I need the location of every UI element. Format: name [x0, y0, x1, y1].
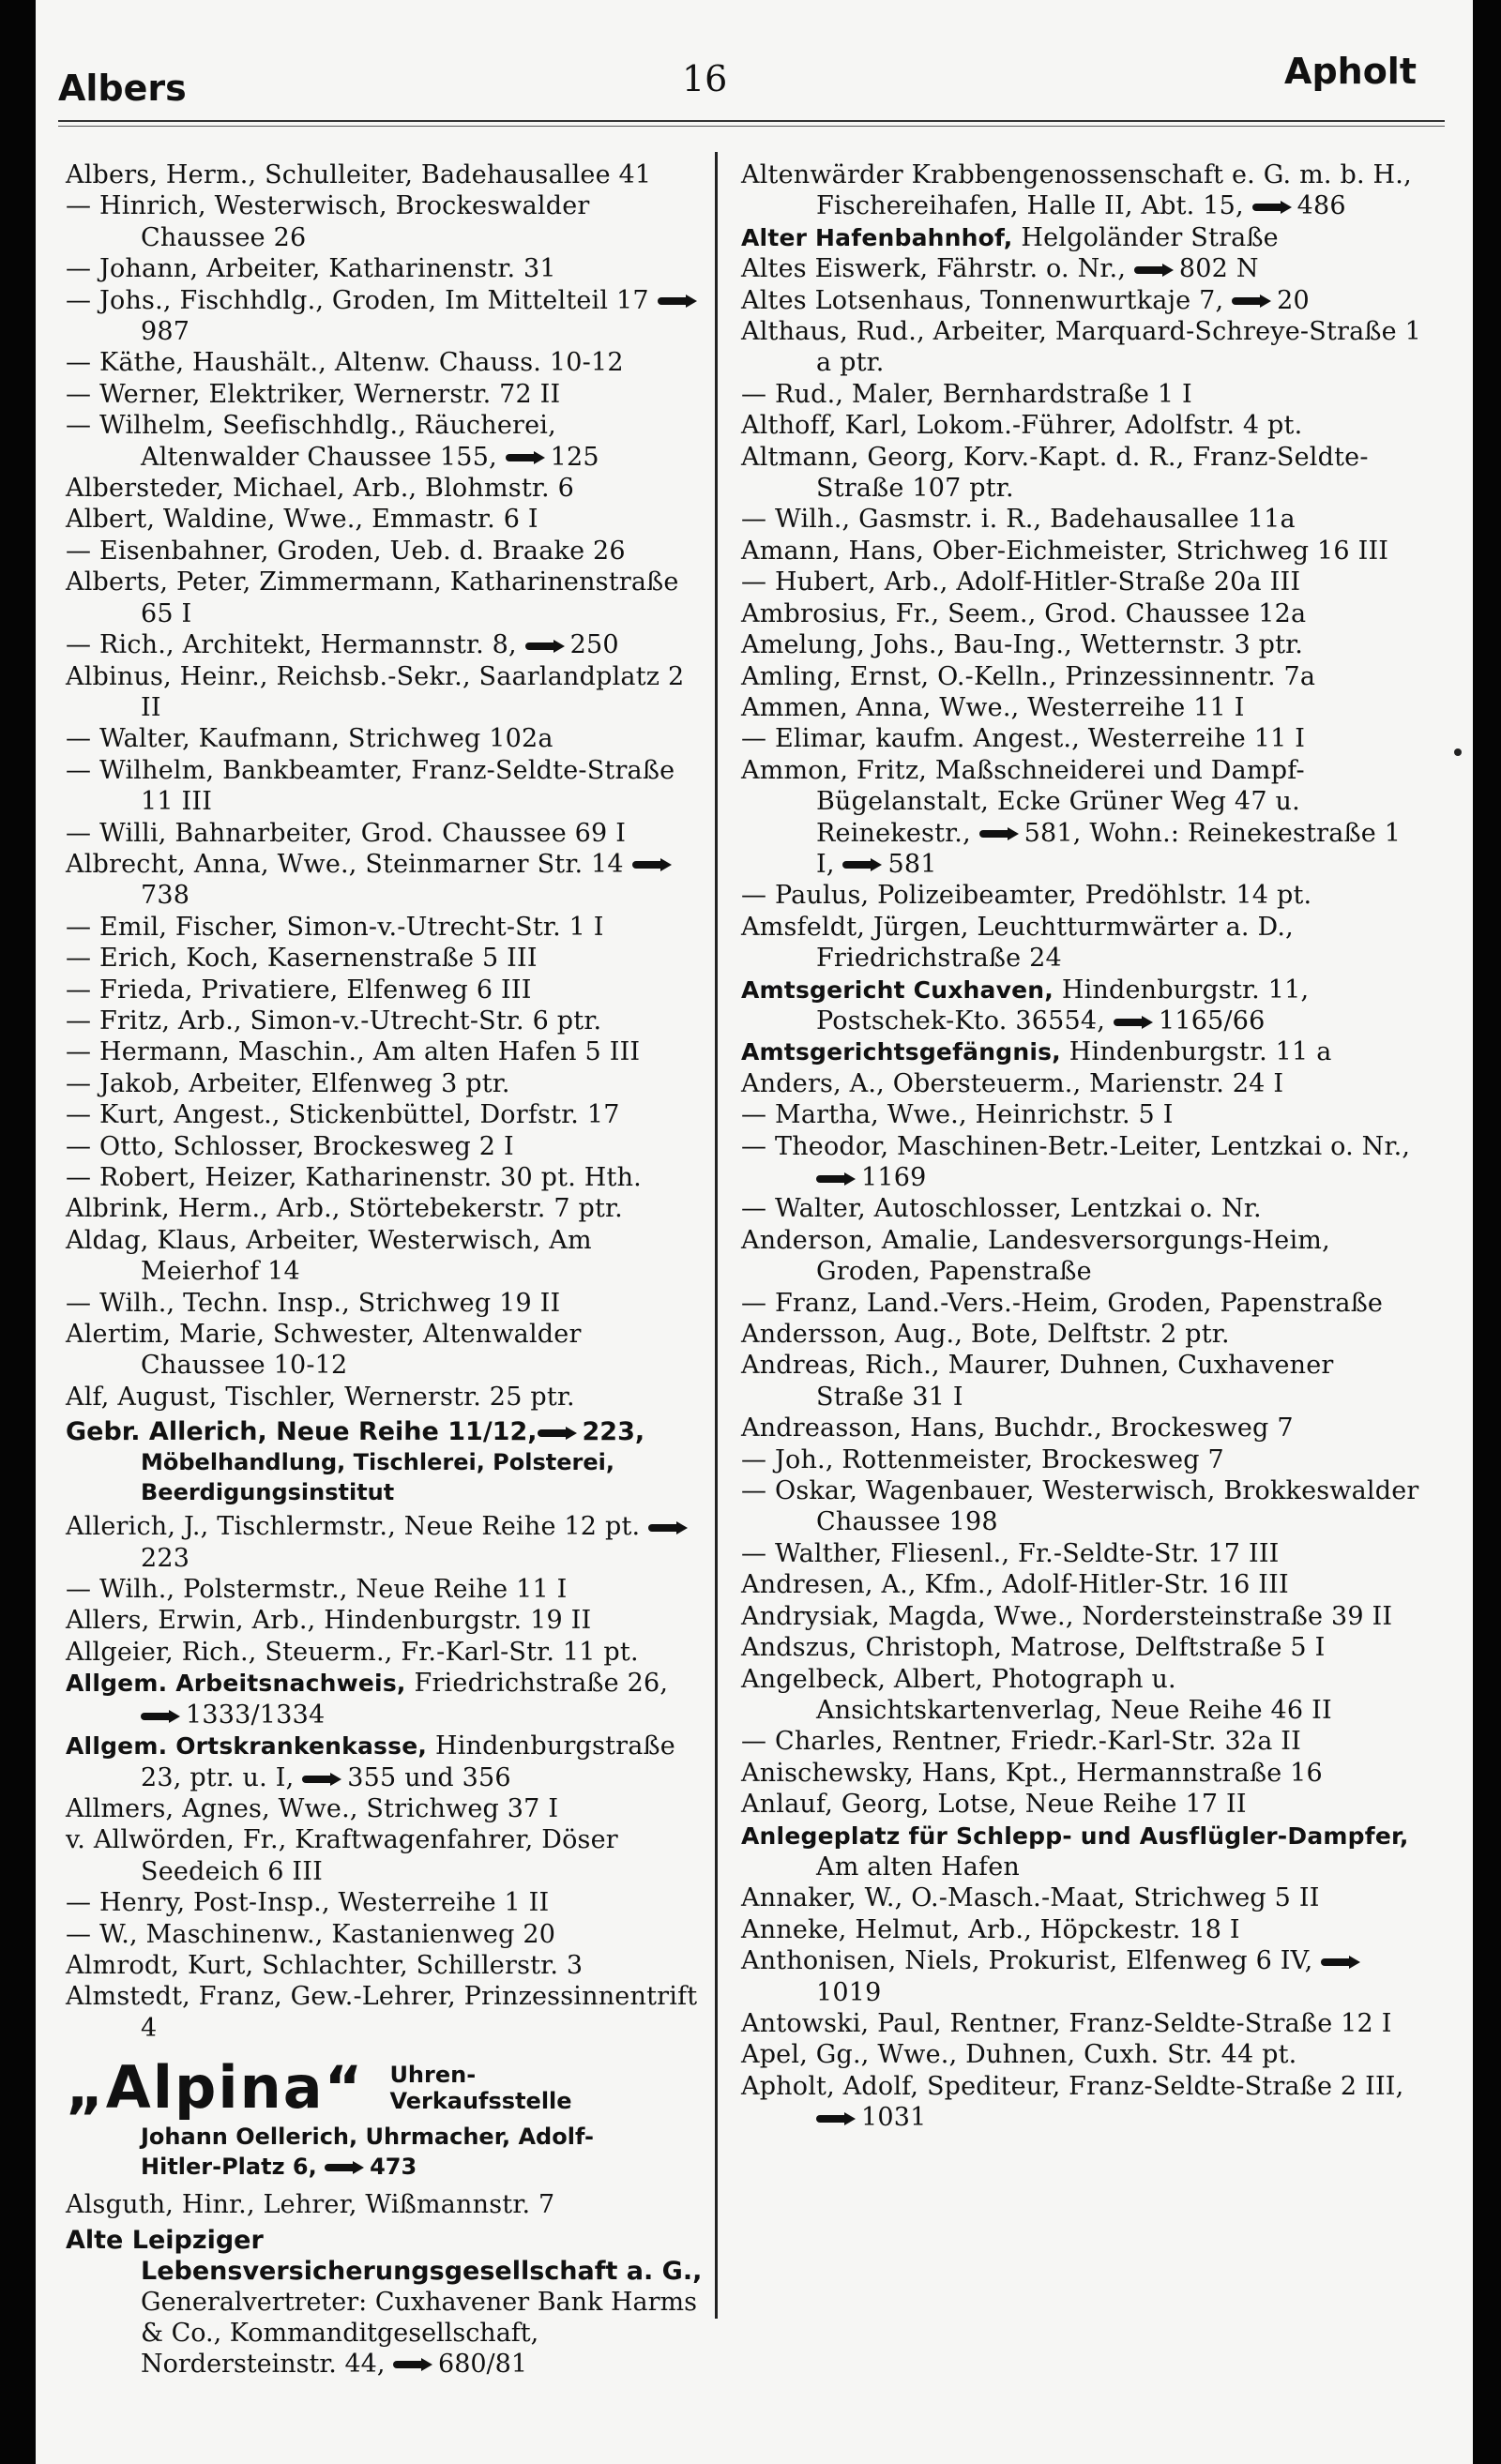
directory-entry — [66, 347, 704, 378]
directory-entry — [66, 1574, 704, 1605]
entry-text: — Kurt, Angest., Stickenbüttel, Dorfstr. 17 — [66, 1100, 620, 1130]
directory-entry — [66, 379, 704, 410]
left-entries-3 — [66, 2189, 704, 2220]
directory-entry — [741, 316, 1426, 379]
entry-text: — Erich, Koch, Kasernenstraße 5 III — [66, 944, 538, 974]
directory-entry — [66, 1131, 704, 1162]
entry-text: Alertim, Marie, Schwester, Altenwalder Chaussee 10-12 — [66, 1320, 582, 1381]
entry-text: Allerich, J., Tischlermstr., Neue Reihe 12 pt. — [66, 1512, 641, 1542]
directory-entry — [741, 1475, 1426, 1538]
entry-text: Albers, Herm., Schulleiter, Badehausallee 41 — [66, 160, 652, 189]
directory-entry — [741, 1193, 1426, 1224]
alpina-side-line2: Verkaufsstelle — [389, 2087, 572, 2114]
directory-entry — [741, 629, 1426, 660]
entry-text: Amsfeldt, Jürgen, Leuchtturmwärter a. D., Friedrichstraße 24 — [741, 912, 1294, 974]
entry-text: — Walther, Fliesenl., Fr.-Seldte-Str. 17 III — [741, 1538, 1280, 1568]
print-speck — [1454, 748, 1462, 756]
alpina-side-text — [389, 2062, 571, 2114]
directory-entry — [66, 723, 704, 754]
directory-entry — [66, 1382, 704, 1413]
leipziger-title: Alte Leipziger Lebensversicherungsgesellschaft a. G., — [66, 2225, 703, 2286]
telephone-icon — [525, 640, 565, 653]
entry-text: — Fritz, Arb., Simon-v.-Utrecht-Str. 6 ptr. — [66, 1005, 602, 1035]
right-entries — [741, 159, 1426, 2134]
entry-text: — Rud., Maler, Bernhardstraße 1 I — [741, 379, 1192, 409]
directory-entry — [66, 1193, 704, 1224]
entry-text: Andszus, Christoph, Matrose, Delftstraße 5 I — [741, 1633, 1326, 1663]
alpina-line2: Hitler-Platz 6, — [141, 2154, 317, 2181]
directory-entry — [741, 1945, 1426, 2008]
entry-text: Andrysiak, Magda, Wwe., Nordersteinstraße 39 II — [741, 1601, 1393, 1631]
entry-text: — Eisenbahner, Groden, Ueb. d. Braake 26 — [66, 536, 626, 566]
entry-institution-name: Anlegeplatz für Schlepp- und Ausflügler-Dampfer, — [741, 1822, 1409, 1850]
allerich-ad — [66, 1416, 704, 1507]
entry-text: Friedrichstraße 26, — [414, 1669, 669, 1699]
entry-text: Allmers, Agnes, Wwe., Strichweg 37 I — [66, 1793, 559, 1823]
entry-text: Anderson, Amalie, Landesversorgungs-Heim, Groden, Papenstraße — [741, 1225, 1330, 1287]
directory-entry — [741, 598, 1426, 629]
entry-text: Amann, Hans, Ober-Eichmeister, Strichweg 16 III — [741, 536, 1389, 566]
entry-text: — Hermann, Maschin., Am alten Hafen 5 III — [66, 1037, 641, 1067]
entry-text: Althoff, Karl, Lokom.-Führer, Adolfstr. 4 pt. — [741, 411, 1303, 441]
entry-phone-number: 1165/66 — [1158, 1005, 1266, 1035]
directory-entry — [741, 504, 1426, 535]
entry-text: Allgeier, Rich., Steuerm., Fr.-Karl-Str. 11 pt. — [66, 1637, 639, 1667]
telephone-icon — [1232, 295, 1271, 308]
directory-entry — [66, 159, 704, 190]
telephone-icon — [816, 1172, 856, 1186]
entry-phone-number: 581 — [887, 849, 937, 879]
entry-text: Hindenburgstr. 11, Postschek-Kto. 36554, — [816, 975, 1310, 1035]
directory-entry — [741, 2008, 1426, 2039]
directory-entry — [741, 159, 1426, 222]
left-column — [66, 159, 704, 2383]
entry-phone-number: 1333/1334 — [186, 1700, 326, 1730]
directory-entry — [66, 629, 704, 660]
entry-text: Albinus, Heinr., Reichsb.-Sekr., Saarlandplatz 2 II — [66, 661, 685, 722]
directory-entry — [66, 1731, 704, 1793]
directory-entry — [741, 1789, 1426, 1820]
directory-entry — [66, 1068, 704, 1099]
entry-text: Altmann, Georg, Korv.-Kapt. d. R., Franz-Seldte-Straße 107 ptr. — [741, 442, 1369, 504]
entry-text: — Walter, Autoschlosser, Lentzkai o. Nr. — [741, 1194, 1262, 1224]
directory-entry — [741, 880, 1426, 911]
entry-text: Andersson, Aug., Bote, Delftstr. 2 ptr. — [741, 1320, 1230, 1350]
directory-entry — [66, 1225, 704, 1288]
alpina-brand: „Alpina“ — [66, 2053, 365, 2123]
directory-entry — [741, 442, 1426, 505]
entry-text: — Werner, Elektriker, Wernerstr. 72 II — [66, 379, 561, 409]
directory-entry — [741, 755, 1426, 881]
directory-entry — [741, 975, 1426, 1037]
entry-text: — Paulus, Polizeibeamter, Predöhlstr. 14 pt. — [741, 881, 1312, 911]
directory-entry — [66, 1605, 704, 1636]
leipziger-body: Generalvertreter: Cuxhavener Bank Harms & Co., Kommanditgesellschaft, Nordersteinstr. 44, — [141, 2287, 697, 2379]
scan-border-left — [0, 0, 36, 2464]
directory-entry — [741, 253, 1426, 284]
telephone-icon — [538, 1427, 577, 1440]
leipziger-body-wrap — [66, 2287, 704, 2380]
entry-phone-number: 738 — [141, 881, 190, 911]
directory-entry — [66, 818, 704, 849]
allerich-phone: 223, — [582, 1417, 645, 1447]
entry-phone-number: 125 — [550, 442, 599, 472]
entry-text: Anischewsky, Hans, Kpt., Hermannstraße 16 — [741, 1758, 1323, 1788]
directory-entry — [741, 410, 1426, 441]
entry-text: — Johann, Arbeiter, Katharinenstr. 31 — [66, 254, 556, 284]
header-rule-thin — [58, 126, 1445, 127]
scan-border-right — [1473, 0, 1501, 2464]
entry-text: Anneke, Helmut, Arb., Höpckestr. 18 I — [741, 1914, 1240, 1944]
directory-entry — [741, 1569, 1426, 1600]
entry-text: Alberts, Peter, Zimmermann, Katharinenstraße 65 I — [66, 567, 679, 628]
telephone-icon — [1252, 201, 1292, 214]
entry-text: Alsguth, Hinr., Lehrer, Wißmannstr. 7 — [66, 2190, 555, 2220]
entry-text: Am alten Hafen — [816, 1852, 1021, 1882]
entry-text: Hindenburgstr. 11 a — [1069, 1037, 1332, 1067]
entry-phone-number: 486 — [1296, 191, 1346, 221]
directory-entry — [741, 1288, 1426, 1319]
entry-text: Apholt, Adolf, Spediteur, Franz-Seldte-Straße 2 III, — [741, 2071, 1404, 2101]
entry-phone-number: 581, Wohn.: Reinekestraße 1 I, — [816, 818, 1402, 879]
directory-entry — [66, 1668, 704, 1731]
entry-text: Angelbeck, Albert, Photograph u. Ansichtskartenverlag, Neue Reihe 46 II — [741, 1664, 1332, 1725]
telephone-icon — [141, 1710, 180, 1723]
entry-text: — Joh., Rottenmeister, Brockesweg 7 — [741, 1444, 1224, 1474]
directory-entry — [741, 1036, 1426, 1067]
telephone-icon — [816, 2112, 856, 2125]
directory-entry — [66, 410, 704, 473]
entry-text: Ammon, Fritz, Maßschneiderei und Dampf-Bügelanstalt, Ecke Grüner Weg 47 u. Reinekestr., — [741, 755, 1305, 848]
entry-text: Anders, A., Obersteuerm., Marienstr. 24 I — [741, 1068, 1284, 1098]
column-divider — [715, 152, 718, 2319]
directory-entry — [741, 723, 1426, 754]
allerich-name: Gebr. Allerich, — [66, 1417, 267, 1447]
entry-text: Andreasson, Hans, Buchdr., Brockesweg 7 — [741, 1413, 1294, 1444]
directory-entry — [741, 222, 1426, 253]
entry-text: — Frieda, Privatiere, Elfenweg 6 III — [66, 975, 532, 1005]
directory-entry — [741, 1068, 1426, 1099]
entry-text: — Johs., Fischhdlg., Groden, Im Mittelteil 17 — [66, 285, 649, 315]
telephone-icon — [1134, 264, 1174, 277]
directory-entry — [741, 1319, 1426, 1350]
entry-text: Almrodt, Kurt, Schlachter, Schillerstr. 3 — [66, 1950, 584, 1980]
entry-phone-number: 1169 — [861, 1163, 927, 1192]
entry-text: Anthonisen, Niels, Prokurist, Elfenweg 6 IV, — [741, 1946, 1313, 1976]
directory-entry — [66, 1824, 704, 1887]
allerich-ad-line3: Beerdigungsinstitut — [141, 1479, 395, 1506]
entry-text: Hindenburgstraße 23, ptr. u. I, — [141, 1731, 675, 1792]
directory-entry — [66, 849, 704, 912]
entry-institution-name: Allgem. Ortskrankenkasse, — [66, 1732, 428, 1761]
entry-phone-number: 223 — [141, 1543, 190, 1573]
entry-text: — Elimar, kaufm. Angest., Westerreihe 11 I — [741, 724, 1306, 754]
left-entries-2 — [66, 1511, 704, 2044]
entry-text: — Charles, Rentner, Friedr.-Karl-Str. 32a II — [741, 1727, 1302, 1757]
entry-phone-number: 20 — [1277, 285, 1310, 315]
leipziger-ad — [66, 2225, 704, 2380]
entry-text: — Hubert, Arb., Adolf-Hitler-Straße 20a III — [741, 567, 1301, 597]
directory-entry — [741, 1758, 1426, 1789]
entry-text: Albrink, Herm., Arb., Störtebekerstr. 7 ptr. — [66, 1194, 623, 1224]
telephone-icon — [979, 827, 1019, 840]
entry-text: — Emil, Fischer, Simon-v.-Utrecht-Str. 1 I — [66, 912, 604, 942]
entry-text: — Rich., Architekt, Hermannstr. 8, — [66, 630, 517, 660]
entry-text: Altes Lotsenhaus, Tonnenwurtkaje 7, — [741, 285, 1224, 315]
allerich-address: Neue Reihe 11/12, — [276, 1417, 538, 1447]
directory-entry — [66, 1288, 704, 1319]
entry-phone-number: 802 N — [1178, 254, 1259, 284]
directory-entry — [741, 912, 1426, 975]
entry-text: — Hinrich, Westerwisch, Brockeswalder Chaussee 26 — [66, 191, 590, 252]
entry-institution-name: Amtsgericht Cuxhaven, — [741, 975, 1054, 1004]
entry-phone-number: 355 und 356 — [347, 1762, 511, 1792]
directory-entry — [741, 1664, 1426, 1727]
directory-entry — [66, 504, 704, 535]
directory-entry — [66, 1981, 704, 2044]
directory-entry — [741, 1632, 1426, 1663]
telephone-icon — [1321, 1956, 1360, 1969]
entry-text: — Martha, Wwe., Heinrichstr. 5 I — [741, 1100, 1174, 1130]
entry-text: — Wilh., Techn. Insp., Strichweg 19 II — [66, 1288, 561, 1318]
entry-text: — Wilhelm, Bankbeamter, Franz-Seldte-Straße 11 III — [66, 755, 675, 817]
page-header — [58, 49, 1417, 114]
directory-entry — [66, 1793, 704, 1824]
entry-phone-number: 1031 — [861, 2103, 927, 2133]
entry-text: Aldag, Klaus, Arbeiter, Westerwisch, Am Meierhof 14 — [66, 1225, 592, 1287]
alpina-side-line1: Uhren- — [389, 2061, 477, 2088]
directory-entry — [66, 661, 704, 724]
telephone-icon — [302, 1773, 341, 1786]
entry-text: Andreas, Rich., Maurer, Duhnen, Cuxhavener Straße 31 I — [741, 1351, 1334, 1412]
left-entries — [66, 159, 704, 1413]
entry-text: Allers, Erwin, Arb., Hindenburgstr. 19 II — [66, 1606, 592, 1636]
directory-entry — [66, 1919, 704, 1950]
directory-entry — [741, 567, 1426, 597]
directory-entry — [66, 1099, 704, 1130]
entry-text: — Wilh., Polstermstr., Neue Reihe 11 I — [66, 1575, 568, 1605]
directory-entry — [66, 975, 704, 1005]
entry-text: Amling, Ernst, O.-Kelln., Prinzessinnentr. 7a — [741, 661, 1316, 691]
directory-entry — [66, 1162, 704, 1193]
directory-entry — [66, 567, 704, 629]
directory-entry — [741, 1601, 1426, 1632]
directory-entry — [741, 1882, 1426, 1913]
allerich-ad-line1 — [66, 1416, 704, 1447]
entry-text: — Käthe, Haushält., Altenw. Chauss. 10-12 — [66, 348, 624, 378]
telephone-icon — [648, 1521, 688, 1534]
directory-entry — [741, 1413, 1426, 1444]
directory-entry — [741, 2039, 1426, 2070]
directory-entry — [66, 755, 704, 818]
telephone-icon — [393, 2358, 432, 2371]
entry-text: — Henry, Post-Insp., Westerreihe 1 II — [66, 1888, 550, 1918]
telephone-icon — [325, 2161, 364, 2174]
directory-entry — [741, 285, 1426, 316]
entry-text: — Jakob, Arbeiter, Elfenweg 3 ptr. — [66, 1068, 510, 1098]
entry-text: Altes Eiswerk, Fährstr. o. Nr., — [741, 254, 1127, 284]
directory-entry — [741, 1538, 1426, 1569]
directory-entry — [66, 1887, 704, 1918]
telephone-icon — [506, 451, 545, 464]
directory-entry — [66, 1036, 704, 1067]
entry-institution-name: Amtsgerichtsgefängnis, — [741, 1038, 1061, 1066]
directory-entry — [66, 190, 704, 253]
entry-text: — Walter, Kaufmann, Strichweg 102a — [66, 724, 553, 754]
directory-entry — [741, 661, 1426, 692]
entry-text: — Otto, Schlosser, Brockesweg 2 I — [66, 1131, 514, 1161]
entry-text: — Franz, Land.-Vers.-Heim, Groden, Papenstraße — [741, 1288, 1384, 1318]
alpina-phone: 473 — [370, 2154, 417, 2181]
entry-text: Helgoländer Straße — [1021, 222, 1279, 252]
telephone-icon — [632, 858, 672, 871]
entry-text: Ambrosius, Fr., Seem., Grod. Chaussee 12a — [741, 598, 1307, 628]
telephone-icon — [1114, 1016, 1153, 1029]
directory-entry — [741, 2071, 1426, 2134]
directory-entry — [741, 1225, 1426, 1288]
directory-entry — [741, 1726, 1426, 1757]
directory-entry — [741, 379, 1426, 410]
directory-entry — [66, 2189, 704, 2220]
directory-entry — [66, 1319, 704, 1382]
entry-text: — Willi, Bahnarbeiter, Grod. Chaussee 69 I — [66, 818, 627, 848]
entry-text: Albert, Waldine, Wwe., Emmastr. 6 I — [66, 505, 538, 535]
directory-entry — [66, 912, 704, 943]
directory-entry — [66, 1511, 704, 1574]
entry-text: — Oskar, Wagenbauer, Westerwisch, Brokkeswalder Chaussee 198 — [741, 1476, 1419, 1537]
directory-entry — [66, 536, 704, 567]
entry-text: Albrecht, Anna, Wwe., Steinmarner Str. 14 — [66, 849, 624, 879]
entry-phone-number: 987 — [141, 317, 190, 347]
directory-entry — [66, 943, 704, 974]
directory-entry — [741, 692, 1426, 723]
entry-text: Anlauf, Georg, Lotse, Neue Reihe 17 II — [741, 1790, 1247, 1820]
entry-text: Ammen, Anna, Wwe., Westerreihe 11 I — [741, 692, 1245, 722]
entry-text: Alf, August, Tischler, Wernerstr. 25 ptr. — [66, 1382, 575, 1412]
header-rule — [58, 120, 1445, 122]
leipziger-phone: 680/81 — [438, 2349, 528, 2379]
entry-text: Altenwärder Krabbengenossenschaft e. G. m. b. H., Fischereihafen, Halle II, Abt. 15, — [741, 160, 1412, 221]
entry-text: Andresen, A., Kfm., Adolf-Hitler-Str. 16 III — [741, 1570, 1289, 1600]
entry-institution-name: Allgem. Arbeitsnachweis, — [66, 1670, 406, 1698]
entry-text: Amelung, Johs., Bau-Ing., Wetternstr. 3 ptr. — [741, 630, 1304, 660]
entry-text: Apel, Gg., Wwe., Duhnen, Cuxh. Str. 44 pt. — [741, 2040, 1297, 2070]
directory-entry — [741, 1350, 1426, 1413]
alpina-line2-wrap — [66, 2152, 704, 2182]
entry-text: Albersteder, Michael, Arb., Blohmstr. 6 — [66, 474, 574, 504]
entry-text: — Wilhelm, Seefischhdlg., Räucherei, Altenwalder Chaussee 155, — [66, 411, 556, 472]
entry-text: Althaus, Rud., Arbeiter, Marquard-Schreye-Straße 1 a ptr. — [741, 317, 1421, 378]
page-number: 16 — [682, 58, 728, 99]
entry-phone-number: 250 — [569, 630, 619, 660]
entry-text: v. Allwörden, Fr., Kraftwagenfahrer, Döser Seedeich 6 III — [66, 1825, 618, 1886]
telephone-icon — [658, 295, 697, 308]
directory-entry — [66, 473, 704, 504]
directory-entry — [741, 1131, 1426, 1194]
directory-entry — [741, 1914, 1426, 1945]
alpina-ad — [66, 2053, 704, 2182]
entry-text: — Wilh., Gasmstr. i. R., Badehausallee 11a — [741, 505, 1296, 535]
entry-text: Almstedt, Franz, Gew.-Lehrer, Prinzessinnentrift 4 — [66, 1982, 698, 2043]
entry-text: Antowski, Paul, Rentner, Franz-Seldte-Straße 12 I — [741, 2008, 1392, 2038]
directory-entry — [66, 1637, 704, 1668]
directory-entry — [741, 1821, 1426, 1883]
entry-text: Annaker, W., O.-Masch.-Maat, Strichweg 5 II — [741, 1883, 1320, 1913]
entry-text: — W., Maschinenw., Kastanienweg 20 — [66, 1919, 556, 1949]
directory-entry — [66, 285, 704, 348]
allerich-ad-line2: Möbelhandlung, Tischlerei, Polsterei, — [141, 1449, 614, 1476]
directory-entry — [741, 1099, 1426, 1130]
directory-entry — [66, 253, 704, 284]
alpina-line1: Johann Oellerich, Uhrmacher, Adolf- — [141, 2124, 594, 2151]
telephone-icon — [842, 858, 882, 871]
entry-text: — Robert, Heizer, Katharinenstr. 30 pt. Hth. — [66, 1163, 642, 1192]
directory-entry — [741, 536, 1426, 567]
right-column — [741, 159, 1426, 2134]
directory-entry — [66, 1950, 704, 1981]
entry-institution-name: Alter Hafenbahnhof, — [741, 223, 1013, 251]
entry-text: — Theodor, Maschinen-Betr.-Leiter, Lentzkai o. Nr., — [741, 1131, 1411, 1161]
directory-entry — [741, 1444, 1426, 1475]
header-first-entry: Albers — [58, 68, 187, 109]
directory-entry — [66, 1005, 704, 1036]
header-last-entry: Apholt — [1284, 51, 1417, 92]
entry-phone-number: 1019 — [816, 1977, 882, 2007]
